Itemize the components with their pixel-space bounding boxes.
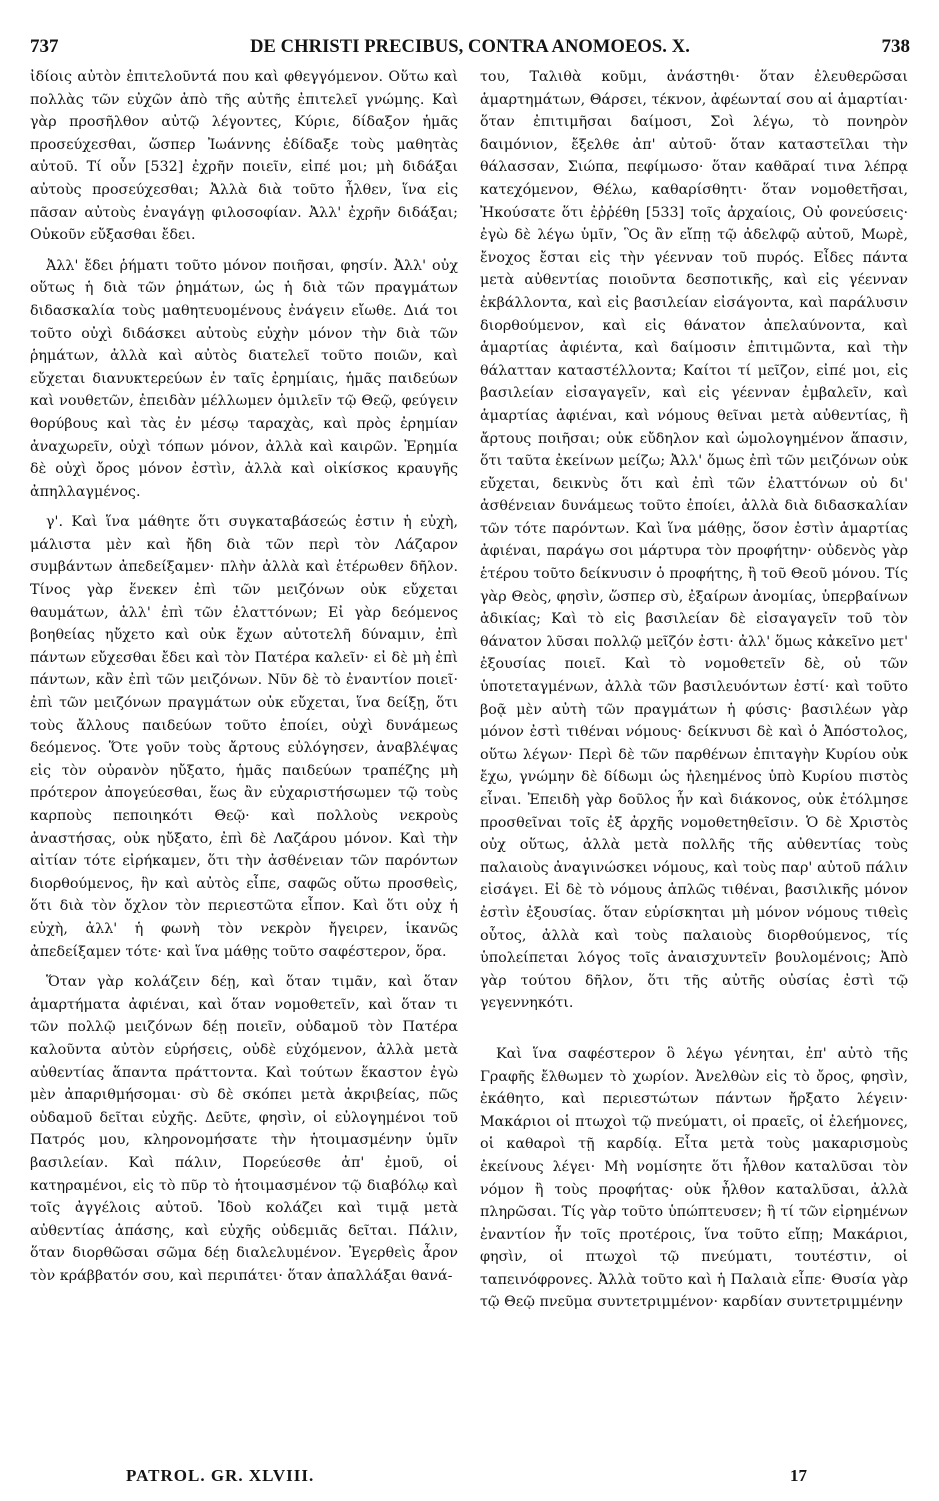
running-title: DE CHRISTI PRECIBUS, CONTRA ANOMOEOS. X. [250,37,690,57]
paragraph: Ἀλλ' ἔδει ῥήματι τοῦτο μόνον ποιῆσαι, φησίν. Ἀλλ' οὐχ οὕτως ἡ διὰ τῶν ῥημάτων, ὡς ἡ διὰ τῶν πραγμάτων διδασκαλία τοὺς μαθητευομένους ἐνάγειν εἴωθε. Διά τοι τοῦτο οὐχὶ διδάσκει αὐτοὺς εὐχὴν μόνον τὴν διὰ τῶν ῥημάτων, ἀλλὰ καὶ αὐτὸς διατελεῖ τοῦτο ποιῶν, καὶ εὔχεται διανυκτερεύων ἐν ταῖς ἐρημίαις, ἡμᾶς παιδεύων καὶ νουθετῶν, ἐπειδὰν μέλλωμεν ὁμιλεῖν τῷ Θεῷ, φεύγειν θορύβους καὶ τὰς ἐν μέσῳ ταραχὰς, καὶ πρὸς ἐρημίαν ἀναχωρεῖν, οὐχὶ τόπων μόνον, ἀλλὰ καὶ καιρῶν. Ἐρημία δὲ οὐχὶ ὄρος μόνον ἐστὶν, ἀλλὰ καὶ οἰκίσκος κραυγῆς ἀπηλλαγμένος. [30,257,458,500]
page-footer [30,1466,910,1496]
page-number-left: 737 [30,36,59,57]
paragraph: γ'. Καὶ ἵνα μάθητε ὅτι συγκαταβάσεώς ἐστιν ἡ εὐχὴ, μάλιστα μὲν καὶ ἤδη διὰ τῶν περὶ τὸν Λάζαρον συμβάντων ἀπεδείξαμεν· πλὴν ἀλλὰ καὶ ἑτέρωθεν δῆλον. Τίνος γὰρ ἕνεκεν ἐπὶ τῶν μειζόνων οὐκ εὔχεται θαυμάτων, ἀλλ' ἐπὶ τῶν ἐλαττόνων; Εἰ γὰρ δεόμενος βοηθείας ηὔχετο καὶ οὐκ ἔχων αὐτοτελῆ δύναμιν, ἐπὶ πάντων εὔχεσθαι ἔδει καὶ τὸν Πατέρα καλεῖν· εἰ δὲ μὴ ἐπὶ πάντων, κἂν ἐπὶ τῶν μειζόνων. Νῦν δὲ τὸ ἐναντίον ποιεῖ· ἐπὶ τῶν μειζόνων πραγμάτων οὐκ εὔχεται, ἵνα δείξῃ, ὅτι τοὺς ἄλλους παιδεύων τοῦτο ἐποίει, οὐχὶ δυνάμεως δεόμενος. Ὅτε γοῦν τοὺς ἄρτους εὐλόγησεν, ἀναβλέψας εἰς τὸν οὐρανὸν ηὔξατο, ἡμᾶς παιδεύων τραπέζης μὴ πρότερον ἀπογεύεσθαι, ἕως ἂν εὐχαριστήσωμεν τῷ τοὺς καρποὺς πεποιηκότι Θεῷ· καὶ πολλοὺς νεκροὺς ἀναστήσας, οὐκ ηὔξατο, ἐπὶ δὲ Λαζάρου μόνον. Καὶ τὴν αἰτίαν τότε εἰρήκαμεν, ὅτι τὴν ἀσθένειαν τῶν παρόντων διορθούμενος, ἣν καὶ αὐτὸς εἶπε, σαφῶς οὕτω προσθεὶς, ὅτι διὰ τὸν ὄχλον τὸν περιεστῶτα εἶπον. Καὶ ὅτι οὐχ ἡ εὐχὴ, ἀλλ' ἡ φωνὴ τὸν νεκρὸν ἤγειρεν, ἱκανῶς ἀπεδείξαμεν τότε· καὶ ἵνα μάθῃς τοῦτο σαφέστερον, ὅρα. [30,514,458,960]
paragraph: ἰδίοις αὐτὸν ἐπιτελοῦντά που καὶ φθεγγόμενον. Οὕτω καὶ πολλὰς τῶν εὐχῶν ἀπὸ τῆς αὐτῆς ἐπιτελεῖ γνώμης. Καὶ γὰρ προσῆλθον αὐτῷ λέγοντες, Κύριε, δίδαξον ἡμᾶς προσεύχεσθαι, ὥσπερ Ἰωάννης ἐδίδαξε τοὺς μαθητὰς αὐτοῦ. Τί οὖν [532] ἐχρῆν ποιεῖν, εἰπέ μοι; μὴ διδάξαι αὐτοὺς προσεύχεσθαι; Ἀλλὰ διὰ τοῦτο ἦλθεν, ἵνα εἰς πᾶσαν αὐτοὺς ἐναγάγῃ φιλοσοφίαν. Ἀλλ' ἐχρῆν διδάξαι; Οὐκοῦν εὔξασθαι ἔδει. [30,69,458,244]
footer-sheet-number: 17 [790,1466,807,1485]
left-column [30,66,458,1295]
running-header [30,36,910,62]
right-column [480,66,908,1322]
page-number-right: 738 [881,36,910,57]
paragraph: του, Ταλιθὰ κοῦμι, ἀνάστηθι· ὅταν ἐλευθερῶσαι ἁμαρτημάτων, Θάρσει, τέκνον, ἀφέωνταί σου αἱ ἁμαρτίαι· ὅταν ἐπιτιμῆσαι δαίμοσι, Σοὶ λέγω, τὸ πονηρὸν δαιμόνιον, ἔξελθε ἀπ' αὐτοῦ· ὅταν καταστεῖλαι τὴν θάλασσαν, Σιώπα, πεφίμωσο· ὅταν καθᾶραί τινα λέπρᾳ κατεχόμενον, Θέλω, καθαρίσθητι· ὅταν νομοθετῆσαι, Ἠκούσατε ὅτι ἐῤῥέθη [533] τοῖς ἀρχαίοις, Οὐ φονεύσεις· ἐγὼ δὲ λέγω ὑμῖν, Ὃς ἂν εἴπῃ τῷ ἀδελφῷ αὐτοῦ, Μωρὲ, ἔνοχος ἔσται εἰς τὴν γέενναν τοῦ πυρός. Εἶδες πάντα μετὰ αὐθεντίας ποιοῦντα δεσποτικῆς, καὶ εἰς γέενναν ἐκβάλλοντα, καὶ εἰς βασιλείαν εἰσάγοντα, καὶ παράλυσιν διορθούμενον, καὶ εἰς θάνατον ἀπελαύνοντα, καὶ ἁμαρτίας ἀφιέντα, καὶ δαίμοσιν ἐπιτιμῶντα, καὶ τὴν θάλατταν καταστέλλοντα; Καίτοι τί μεῖζον, εἰπέ μοι, εἰς βασιλείαν εἰσαγαγεῖν, καὶ εἰς γέενναν ἐμβαλεῖν, καὶ ἁμαρτίας ἀφιέναι, καὶ νόμους θεῖναι μετὰ αὐθεντίας, ἢ ἄρτους ποιῆσαι; οὐκ εὔδηλον καὶ ὡμολογημένον ἅπασιν, ὅτι ταῦτα ἐκείνων μείζω; Ἀλλ' ὅμως ἐπὶ τῶν μειζόνων οὐκ εὔχεται, δεικνὺς ὅτι καὶ ἐπὶ τῶν ἐλαττόνων οὐ δι' ἀσθένειαν δυνάμεως τοῦτο ἐποίει, ἀλλὰ διὰ διδασκαλίαν τῶν τότε παρόντων. Καὶ ἵνα μάθῃς, ὅσον ἐστὶν ἁμαρτίας ἀφιέναι, παράγω σοι μάρτυρα τὸν προφήτην· οὐδενὸς γὰρ ἑτέρου τοῦτο δείκνυσιν ὁ προφήτης, ἢ τοῦ Θεοῦ μόνου. Τίς γὰρ Θεὸς, φησὶν, ὥσπερ σὺ, ἐξαίρων ἀνομίας, ὑπερβαίνων ἀδικίας; Καὶ τὸ εἰς βασιλείαν δὲ εἰσαγαγεῖν τοῦ τὸν θάνατον λῦσαι πολλῷ μεῖζόν ἐστι· ἀλλ' ὅμως κἀκεῖνο μετ' ἐξουσίας ποιεῖ. Καὶ τὸ νομοθετεῖν δὲ, οὐ τῶν ὑποτεταγμένων, ἀλλὰ τῶν βασιλευόντων ἐστί· καὶ τοῦτο βοᾷ μὲν αὐτὴ τῶν πραγμάτων ἡ φύσις· βασιλέων γὰρ μόνον ἐστὶ τιθέναι νόμους· δείκνυσι δὲ καὶ ὁ Ἀπόστολος, οὕτω λέγων· Περὶ δὲ τῶν παρθένων ἐπιταγὴν Κυρίου οὐκ ἔχω, γνώμην δὲ δίδωμι ὡς ἠλεημένος ὑπὸ Κυρίου πιστὸς εἶναι. Ἐπειδὴ γὰρ δοῦλος ἦν καὶ διάκονος, οὐκ ἐτόλμησε προσθεῖναι τοῖς ἐξ ἀρχῆς νομοθετηθεῖσιν. Ὁ δὲ Χριστὸς οὐχ οὕτως, ἀλλὰ μετὰ πολλῆς τῆς αὐθεντίας τοὺς παλαιοὺς ἀναγινώσκει νόμους, καὶ τοὺς παρ' αὐτοῦ πάλιν εἰσάγει. Εἰ δὲ τὸ νόμους ἁπλῶς τιθέναι, βασιλικῆς μόνον ἐστὶν ἐξουσίας. ὅταν εὑρίσκηται μὴ μόνον νόμους τιθεὶς οὗτος, ἀλλὰ καὶ τοὺς παλαιοὺς διορθούμενος, τίς ὑπολείπεται λόγος τοῖς ἀναισχυντεῖν βουλομένοις; Ἀπὸ γὰρ τούτου δῆλον, ὅτι τῆς αὐτῆς οὐσίας ἐστὶ τῷ γεγεννηκότι. [480,69,908,1012]
paragraph: Καὶ ἵνα σαφέστερον ὃ λέγω γένηται, ἐπ' αὐτὸ τῆς Γραφῆς ἔλθωμεν τὸ χωρίον. Ἀνελθὼν εἰς τὸ ὄρος, φησὶν, ἐκάθητο, καὶ περιεστώτων πάντων ἤρξατο λέγειν· Μακάριοι οἱ πτωχοὶ τῷ πνεύματι, οἱ πραεῖς, οἱ ἐλεήμονες, οἱ καθαροὶ τῇ καρδίᾳ. Εἶτα μετὰ τοὺς μακαρισμοὺς ἐκείνους λέγει· Μὴ νομίσητε ὅτι ἦλθον καταλῦσαι τὸν νόμον ἢ τοὺς προφήτας· οὐκ ἦλθον καταλῦσαι, ἀλλὰ πληρῶσαι. Τίς γὰρ τοῦτο ὑπώπτευσεν; ἢ τί τῶν εἰρημένων ἐναντίον ἦν τοῖς προτέροις, ἵνα τοῦτο εἴπῃ; Μακάριοι, φησὶν, οἱ πτωχοὶ τῷ πνεύματι, τουτέστιν, οἱ ταπεινόφρονες. Ἀλλὰ τοῦτο καὶ ἡ Παλαιὰ εἶπε· Θυσία γὰρ τῷ Θεῷ πνεῦμα συντετριμμένον· καρδίαν συντετριμμένην [480,1045,908,1311]
paragraph: Ὅταν γὰρ κολάζειν δέῃ, καὶ ὅταν τιμᾶν, καὶ ὅταν ἁμαρτήματα ἀφιέναι, καὶ ὅταν νομοθετεῖν, καὶ ὅταν τι τῶν πολλῷ μειζόνων δέῃ ποιεῖν, οὐδαμοῦ τὸν Πατέρα καλοῦντα αὐτὸν εὑρήσεις, οὐδὲ εὐχόμενον, ἀλλὰ μετὰ αὐθεντίας ἅπαντα πράττοντα. Καὶ τούτων ἕκαστον ἐγὼ μὲν ἀπαριθμήσομαι· σὺ δὲ σκόπει μετὰ ἀκριβείας, πῶς οὐδαμοῦ δεῖται εὐχῆς. Δεῦτε, φησὶν, οἱ εὐλογημένοι τοῦ Πατρός μου, κληρονομήσατε τὴν ἡτοιμασμένην ὑμῖν βασιλείαν. Καὶ πάλιν, Πορεύεσθε ἀπ' ἐμοῦ, οἱ κατηραμένοι, εἰς τὸ πῦρ τὸ ἡτοιμασμένον τῷ διαβόλῳ καὶ τοῖς ἀγγέλοις αὐτοῦ. Ἰδοὺ κολάζει καὶ τιμᾷ μετὰ αὐθεντίας ἁπάσης, καὶ εὐχῆς οὐδεμιᾶς δεῖται. Πάλιν, ὅταν διορθῶσαι σῶμα δέῃ διαλελυμένον. Ἐγερθεὶς ἆρον τὸν κράββατόν σου, καὶ περιπάτει· ὅταν ἀπαλλάξαι θανά- [30,974,458,1284]
footer-signature: PATROL. GR. XLVIII. [126,1466,315,1485]
